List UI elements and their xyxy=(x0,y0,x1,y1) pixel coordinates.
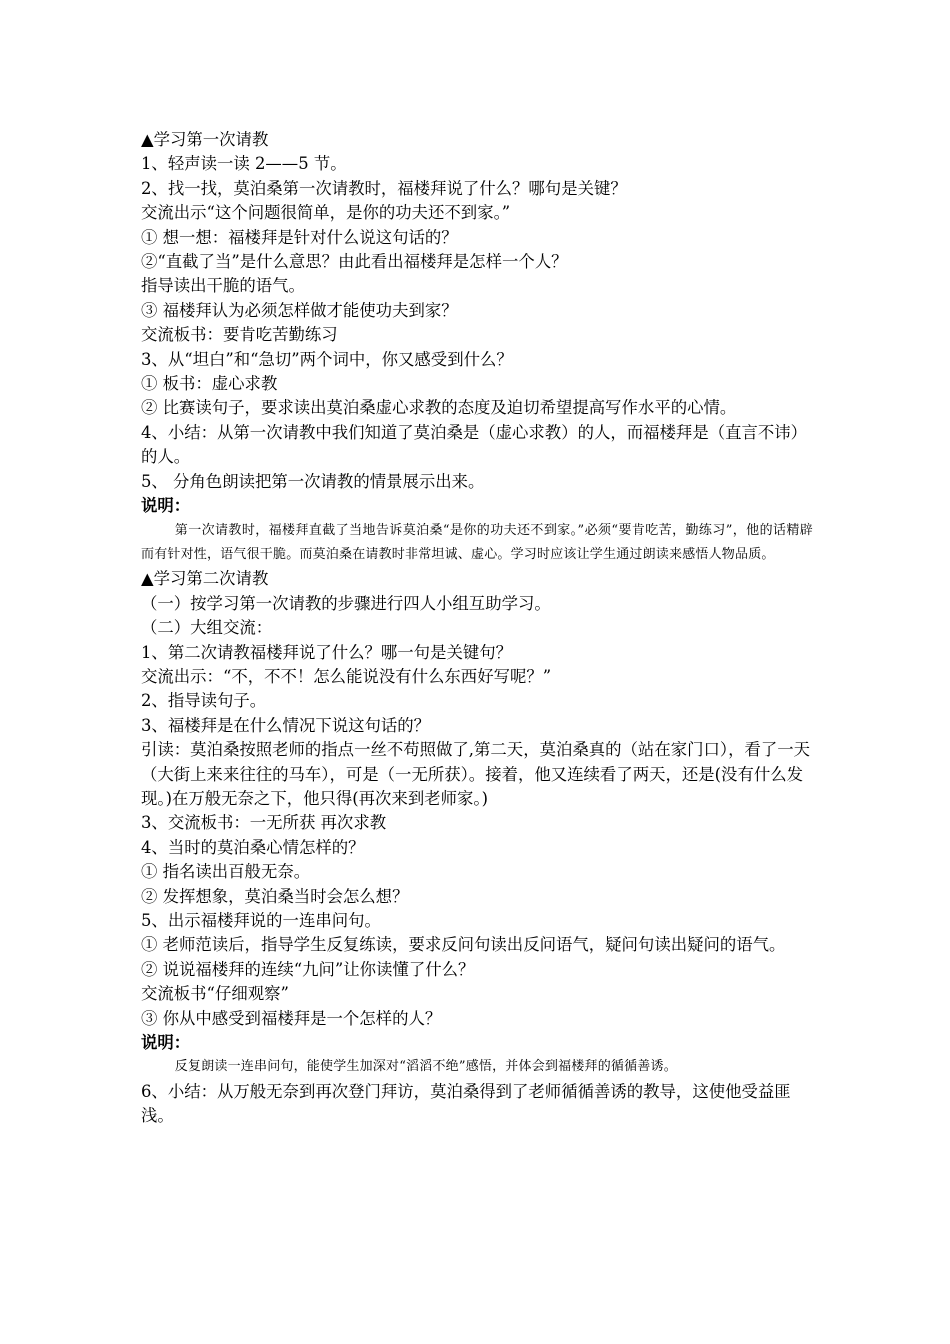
section-heading-first-request: ▲学习第一次请教 xyxy=(141,130,269,149)
paragraph: （一）按学习第一次请教的步骤进行四人小组互助学习。 xyxy=(141,593,551,613)
note-text: 第一次请教时，福楼拜直截了当地告诉莫泊桑“是你的功夫还不到家。”必须“要肯吃苦，勤练习”，他的话精辟而有针对性，语气很干脆。而莫泊桑在请教时非常坦诚、虚心。学习时应该让学生通过朗读来感悟人物品质。 xyxy=(141,522,813,562)
paragraph: 交流出示：“不，不不！怎么能说没有什么东西好写呢？” xyxy=(141,666,552,686)
paragraph: 6、小结：从万般无奈到再次登门拜访，莫泊桑得到了老师循循善诱的教导，这使他受益匪浅。 xyxy=(141,1081,791,1126)
note-heading: 说明： xyxy=(141,496,191,516)
paragraph: ② 发挥想象，莫泊桑当时会怎么想？ xyxy=(141,886,409,906)
paragraph: ③ 你从中感受到福楼拜是一个怎样的人？ xyxy=(141,1008,442,1028)
paragraph: 5、 分角色朗读把第一次请教的情景展示出来。 xyxy=(141,471,485,491)
paragraph: ③ 福楼拜认为必须怎样做才能使功夫到家？ xyxy=(141,300,458,320)
paragraph: ① 老师范读后，指导学生反复练读，要求反问句读出反问语气，疑问句读出疑问的语气。 xyxy=(141,935,786,955)
paragraph: 2、指导读句子。 xyxy=(141,691,267,711)
paragraph: 交流板书：要肯吃苦勤练习 xyxy=(141,325,338,345)
paragraph: 5、出示福楼拜说的一连串问句。 xyxy=(141,911,381,930)
paragraph: ②“直截了当”是什么意思？由此看出福楼拜是怎样一个人？ xyxy=(141,252,568,272)
paragraph: ① 指名读出百般无奈。 xyxy=(141,862,311,882)
paragraph: 3、从“坦白”和“急切”两个词中，你又感受到什么？ xyxy=(141,349,513,369)
paragraph: ② 说说福楼拜的连续“九问”让你读懂了什么？ xyxy=(141,959,475,979)
paragraph: ① 板书：虚心求教 xyxy=(141,374,278,394)
paragraph: 4、当时的莫泊桑心情怎样的？ xyxy=(141,837,365,857)
paragraph: 引读：莫泊桑按照老师的指点一丝不苟照做了,第二天，莫泊桑真的（站在家门口），看了一天（大街上来来往往的马车），可是（一无所获）。接着，他又连续看了两天，还是(没有什么发现。)在万般无奈之下，他只得(再次来到老师家。) xyxy=(141,740,811,808)
paragraph: 1、轻声读一读 2——5 节。 xyxy=(141,154,347,174)
paragraph: 2、找一找，莫泊桑第一次请教时，福楼拜说了什么？哪句是关键？ xyxy=(141,178,627,198)
paragraph: 1、第二次请教福楼拜说了什么？哪一句是关键句？ xyxy=(141,642,513,662)
paragraph: 指导读出干脆的语气。 xyxy=(141,276,305,296)
document-body xyxy=(141,128,813,1129)
note-text: 反复朗读一连串问句，能使学生加深对“滔滔不绝”感悟，并体会到福楼拜的循循善诱。 xyxy=(174,1059,677,1075)
paragraph: 交流出示“这个问题很简单，是你的功夫还不到家。” xyxy=(141,203,511,223)
paragraph: 3、交流板书：一无所获 再次求教 xyxy=(141,813,387,833)
note-heading: 说明： xyxy=(141,1033,191,1053)
paragraph: ② 比赛读句子，要求读出莫泊桑虚心求教的态度及迫切希望提高写作水平的心情。 xyxy=(141,398,737,418)
section-heading-second-request: ▲学习第二次请教 xyxy=(141,569,269,589)
paragraph: 3、福楼拜是在什么情况下说这句话的？ xyxy=(141,715,431,735)
paragraph: 交流板书“仔细观察” xyxy=(141,984,289,1004)
paragraph: 4、小结：从第一次请教中我们知道了莫泊桑是（虚心求教）的人，而福楼拜是（直言不讳）的人。 xyxy=(141,422,808,467)
paragraph: ① 想一想：福楼拜是针对什么说这句话的？ xyxy=(141,227,458,247)
paragraph: （二）大组交流： xyxy=(141,618,273,638)
